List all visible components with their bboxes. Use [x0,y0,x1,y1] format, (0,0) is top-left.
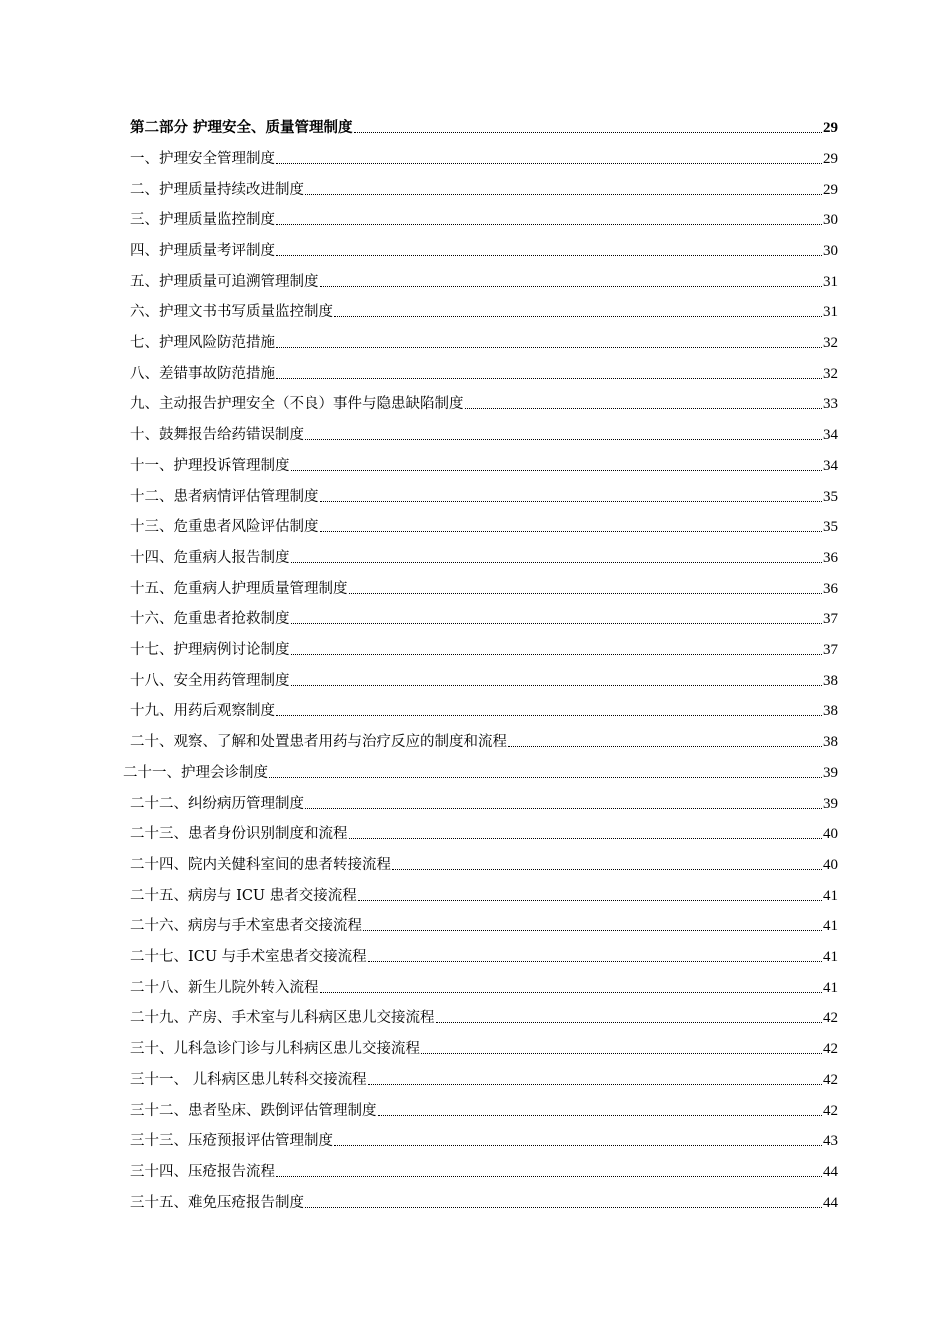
toc-entry[interactable] [130,200,838,230]
toc-entry-page: 34 [823,457,838,474]
toc-entry[interactable] [130,845,838,875]
toc-entry-title: 二十二、纠纷病历管理制度 [130,795,304,812]
toc-entry[interactable] [130,538,838,568]
dot-leader [392,868,822,870]
toc-entry-page: 34 [823,427,838,444]
toc-entry-title: 十三、危重患者风险评估制度 [130,519,319,536]
toc-entry-page: 32 [823,365,838,382]
toc-entry-title: 二十八、新生儿院外转入流程 [130,979,319,996]
toc-entry-page: 39 [823,795,838,812]
dot-leader [508,745,822,747]
toc-entry-title: 三十三、压疮预报评估管理制度 [130,1133,333,1150]
toc-entry-title: 十五、危重病人护理质量管理制度 [130,580,348,597]
toc-entry-page: 32 [823,335,838,351]
toc-entry-page: 44 [823,1194,838,1211]
dot-leader [291,469,823,471]
toc-entry-title: 二十九、产房、手术室与儿科病区患儿交接流程 [130,1010,435,1027]
toc-entry-title: 三十、儿科急诊门诊与儿科病区患儿交接流程 [130,1041,420,1058]
toc-entry[interactable] [130,998,838,1028]
dot-leader [276,377,822,379]
toc-entry[interactable] [130,139,838,169]
toc-entry-title: 二十七、ICU 与手术室患者交接流程 [130,949,367,965]
toc-entry-page: 42 [823,1010,838,1027]
toc-entry-title: 三十二、患者坠床、跌倒评估管理制度 [130,1102,377,1119]
dot-leader [276,346,822,348]
toc-entry[interactable] [130,1183,838,1213]
dot-leader [320,500,823,502]
toc-entry-title: 七、护理风险防范措施 [130,335,275,351]
toc-entry[interactable] [130,1152,838,1182]
toc-entry-title: 三十一、 儿科病区患儿转科交接流程 [130,1071,367,1088]
dot-leader [354,131,822,133]
toc-entry-title: 十七、护理病例讨论制度 [130,642,290,658]
dot-leader [465,407,823,409]
toc-entry-page: 29 [823,150,838,167]
toc-entry-title: 二十四、院内关健科室间的患者转接流程 [130,856,391,873]
toc-entry-page: 42 [823,1041,838,1058]
dot-leader [269,776,822,778]
toc-entry-title: 一、护理安全管理制度 [130,150,275,167]
dot-leader [291,622,823,624]
toc-entry-title: 六、护理文书书写质量监控制度 [130,304,333,321]
dot-leader [276,714,822,716]
toc-entry-page: 35 [823,488,838,505]
toc-entry-page: 40 [823,826,838,843]
toc-entry[interactable] [130,231,838,261]
toc-entry[interactable] [130,784,838,814]
toc-entry-title: 四、护理质量考评制度 [130,242,275,259]
toc-entry-title: 十二、患者病情评估管理制度 [130,488,319,505]
toc-entry-title: 三十四、压疮报告流程 [130,1163,275,1180]
toc-entry-page: 29 [823,181,838,198]
dot-leader [305,807,822,809]
toc-entry-page: 33 [823,396,838,413]
toc-entry[interactable] [130,354,838,384]
dot-leader [276,254,822,256]
toc-heading-page: 29 [823,120,838,136]
toc-entry-title: 二十、观察、了解和处置患者用药与治疗反应的制度和流程 [130,734,507,751]
dot-leader [334,315,822,317]
toc-entry-page: 41 [823,979,838,996]
toc-entry-title: 二十五、病房与 ICU 患者交接流程 [130,887,357,904]
toc-entry-title: 十一、护理投诉管理制度 [130,457,290,474]
toc-entry[interactable] [130,1060,838,1090]
toc-entry-title: 十八、安全用药管理制度 [130,672,290,689]
toc-entry-title: 九、主动报告护理安全（不良）事件与隐患缺陷制度 [130,396,464,413]
dot-leader [421,1052,822,1054]
dot-leader [291,561,823,563]
toc-entry-page: 37 [823,642,838,658]
toc-entry-page: 36 [823,549,838,566]
dot-leader [368,1083,822,1085]
toc-entry-page: 38 [823,672,838,689]
toc-entry[interactable] [130,1029,838,1059]
toc-entry[interactable] [130,906,838,936]
dot-leader [436,1021,823,1023]
dot-leader [291,684,823,686]
toc-entry-title: 二十一、护理会诊制度 [123,764,268,781]
toc-entry-page: 35 [823,519,838,536]
dot-leader [358,899,822,901]
toc-entry-page: 30 [823,212,838,229]
toc-entry-title: 八、差错事故防范措施 [130,365,275,382]
toc-entry[interactable] [130,722,838,752]
toc-entry-page: 38 [823,734,838,751]
toc-entry[interactable] [130,446,838,476]
dot-leader [305,1206,822,1208]
toc-entry[interactable] [130,630,838,660]
toc-entry-page: 31 [823,273,838,290]
dot-leader [363,929,822,931]
toc-entry-title: 五、护理质量可追溯管理制度 [130,273,319,290]
toc-entry-title: 二十三、患者身份识别制度和流程 [130,826,348,843]
toc-entry-title: 十九、用药后观察制度 [130,703,275,720]
toc-entry[interactable] [130,937,838,967]
toc-entry-page: 30 [823,242,838,259]
toc-entry-title: 十六、危重患者抢救制度 [130,611,290,628]
dot-leader [305,193,822,195]
toc-entry-page: 36 [823,580,838,597]
dot-leader [291,653,823,655]
dot-leader [334,1144,822,1146]
toc-entry[interactable] [130,415,838,445]
toc-entry[interactable] [130,1121,838,1151]
toc-entry-page: 41 [823,887,838,904]
dot-leader [378,1114,823,1116]
toc-entry-page: 39 [823,764,838,781]
toc-entry-page: 43 [823,1133,838,1150]
toc-entry-title: 二十六、病房与手术室患者交接流程 [130,918,362,935]
dot-leader [320,991,823,993]
toc-entry[interactable] [130,170,838,200]
toc-entry-title: 十四、危重病人报告制度 [130,549,290,566]
toc-entry[interactable] [130,384,838,414]
toc-entry[interactable] [130,968,838,998]
toc-entry[interactable] [130,661,838,691]
dot-leader [320,285,823,287]
toc-entry[interactable] [130,292,838,322]
toc-entry-page: 42 [823,1071,838,1088]
toc-heading[interactable] [130,108,838,138]
toc-entry-page: 41 [823,949,838,965]
dot-leader [349,837,823,839]
toc-entry-page: 40 [823,856,838,873]
toc-entry-page: 44 [823,1163,838,1180]
toc-entry[interactable] [130,569,838,599]
dot-leader [276,162,822,164]
toc-entry-page: 38 [823,703,838,720]
toc-entry-page: 41 [823,918,838,935]
dot-leader [320,530,823,532]
dot-leader [349,592,823,594]
dot-leader [276,223,822,225]
toc-entry[interactable] [130,262,838,292]
dot-leader [305,438,822,440]
toc-entry[interactable] [130,477,838,507]
toc-entry-title: 三、护理质量监控制度 [130,212,275,229]
toc-heading-title: 第二部分 护理安全、质量管理制度 [130,119,353,136]
toc-entry[interactable] [130,323,838,353]
toc-entry-page: 42 [823,1102,838,1119]
toc-entry[interactable] [130,876,838,906]
toc-entry[interactable] [130,814,838,844]
dot-leader [276,1175,822,1177]
dot-leader [368,960,822,962]
toc-entry[interactable] [123,753,838,783]
toc-entry[interactable] [130,599,838,629]
toc-entry[interactable] [130,691,838,721]
toc-entry-page: 37 [823,611,838,628]
toc-entry[interactable] [130,1091,838,1121]
toc-entry-title: 三十五、难免压疮报告制度 [130,1194,304,1211]
toc-entry-title: 十、鼓舞报告给药错误制度 [130,427,304,444]
toc-entry[interactable] [130,507,838,537]
toc-entry-page: 31 [823,304,838,321]
toc-entry-title: 二、护理质量持续改进制度 [130,181,304,198]
